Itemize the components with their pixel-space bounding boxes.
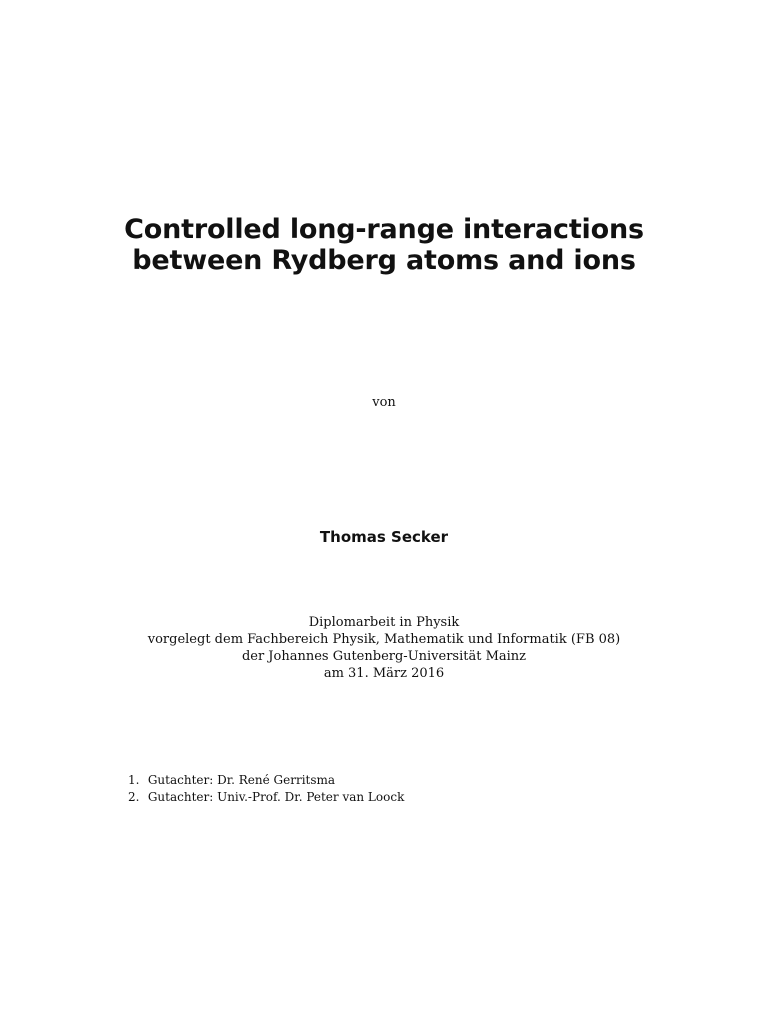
thesis-type: Diplomarbeit in Physik	[308, 615, 460, 630]
referee-item	[128, 772, 404, 789]
referee-item	[128, 789, 404, 806]
thesis-title-line-2: between Rydberg atoms and ions	[132, 245, 636, 276]
referee-text: Gutachter: Dr. René Gerritsma	[147, 773, 336, 787]
thesis-info	[0, 614, 768, 682]
von-label: von	[372, 395, 396, 410]
referee-text: Gutachter: Univ.-Prof. Dr. Peter van Loock	[147, 790, 405, 804]
thesis-title	[0, 214, 768, 276]
thesis-date: am 31. März 2016	[323, 666, 445, 681]
thesis-department: vorgelegt dem Fachbereich Physik, Mathematik und Informatik (FB 08)	[147, 632, 621, 647]
thesis-title-line-1: Controlled long-range interactions	[124, 214, 644, 245]
thesis-university: der Johannes Gutenberg-Universität Mainz	[241, 649, 527, 664]
author-name: Thomas Secker	[319, 528, 449, 546]
referee-number: 1.	[128, 773, 140, 787]
referees-list	[128, 772, 404, 806]
referee-number: 2.	[128, 790, 140, 804]
